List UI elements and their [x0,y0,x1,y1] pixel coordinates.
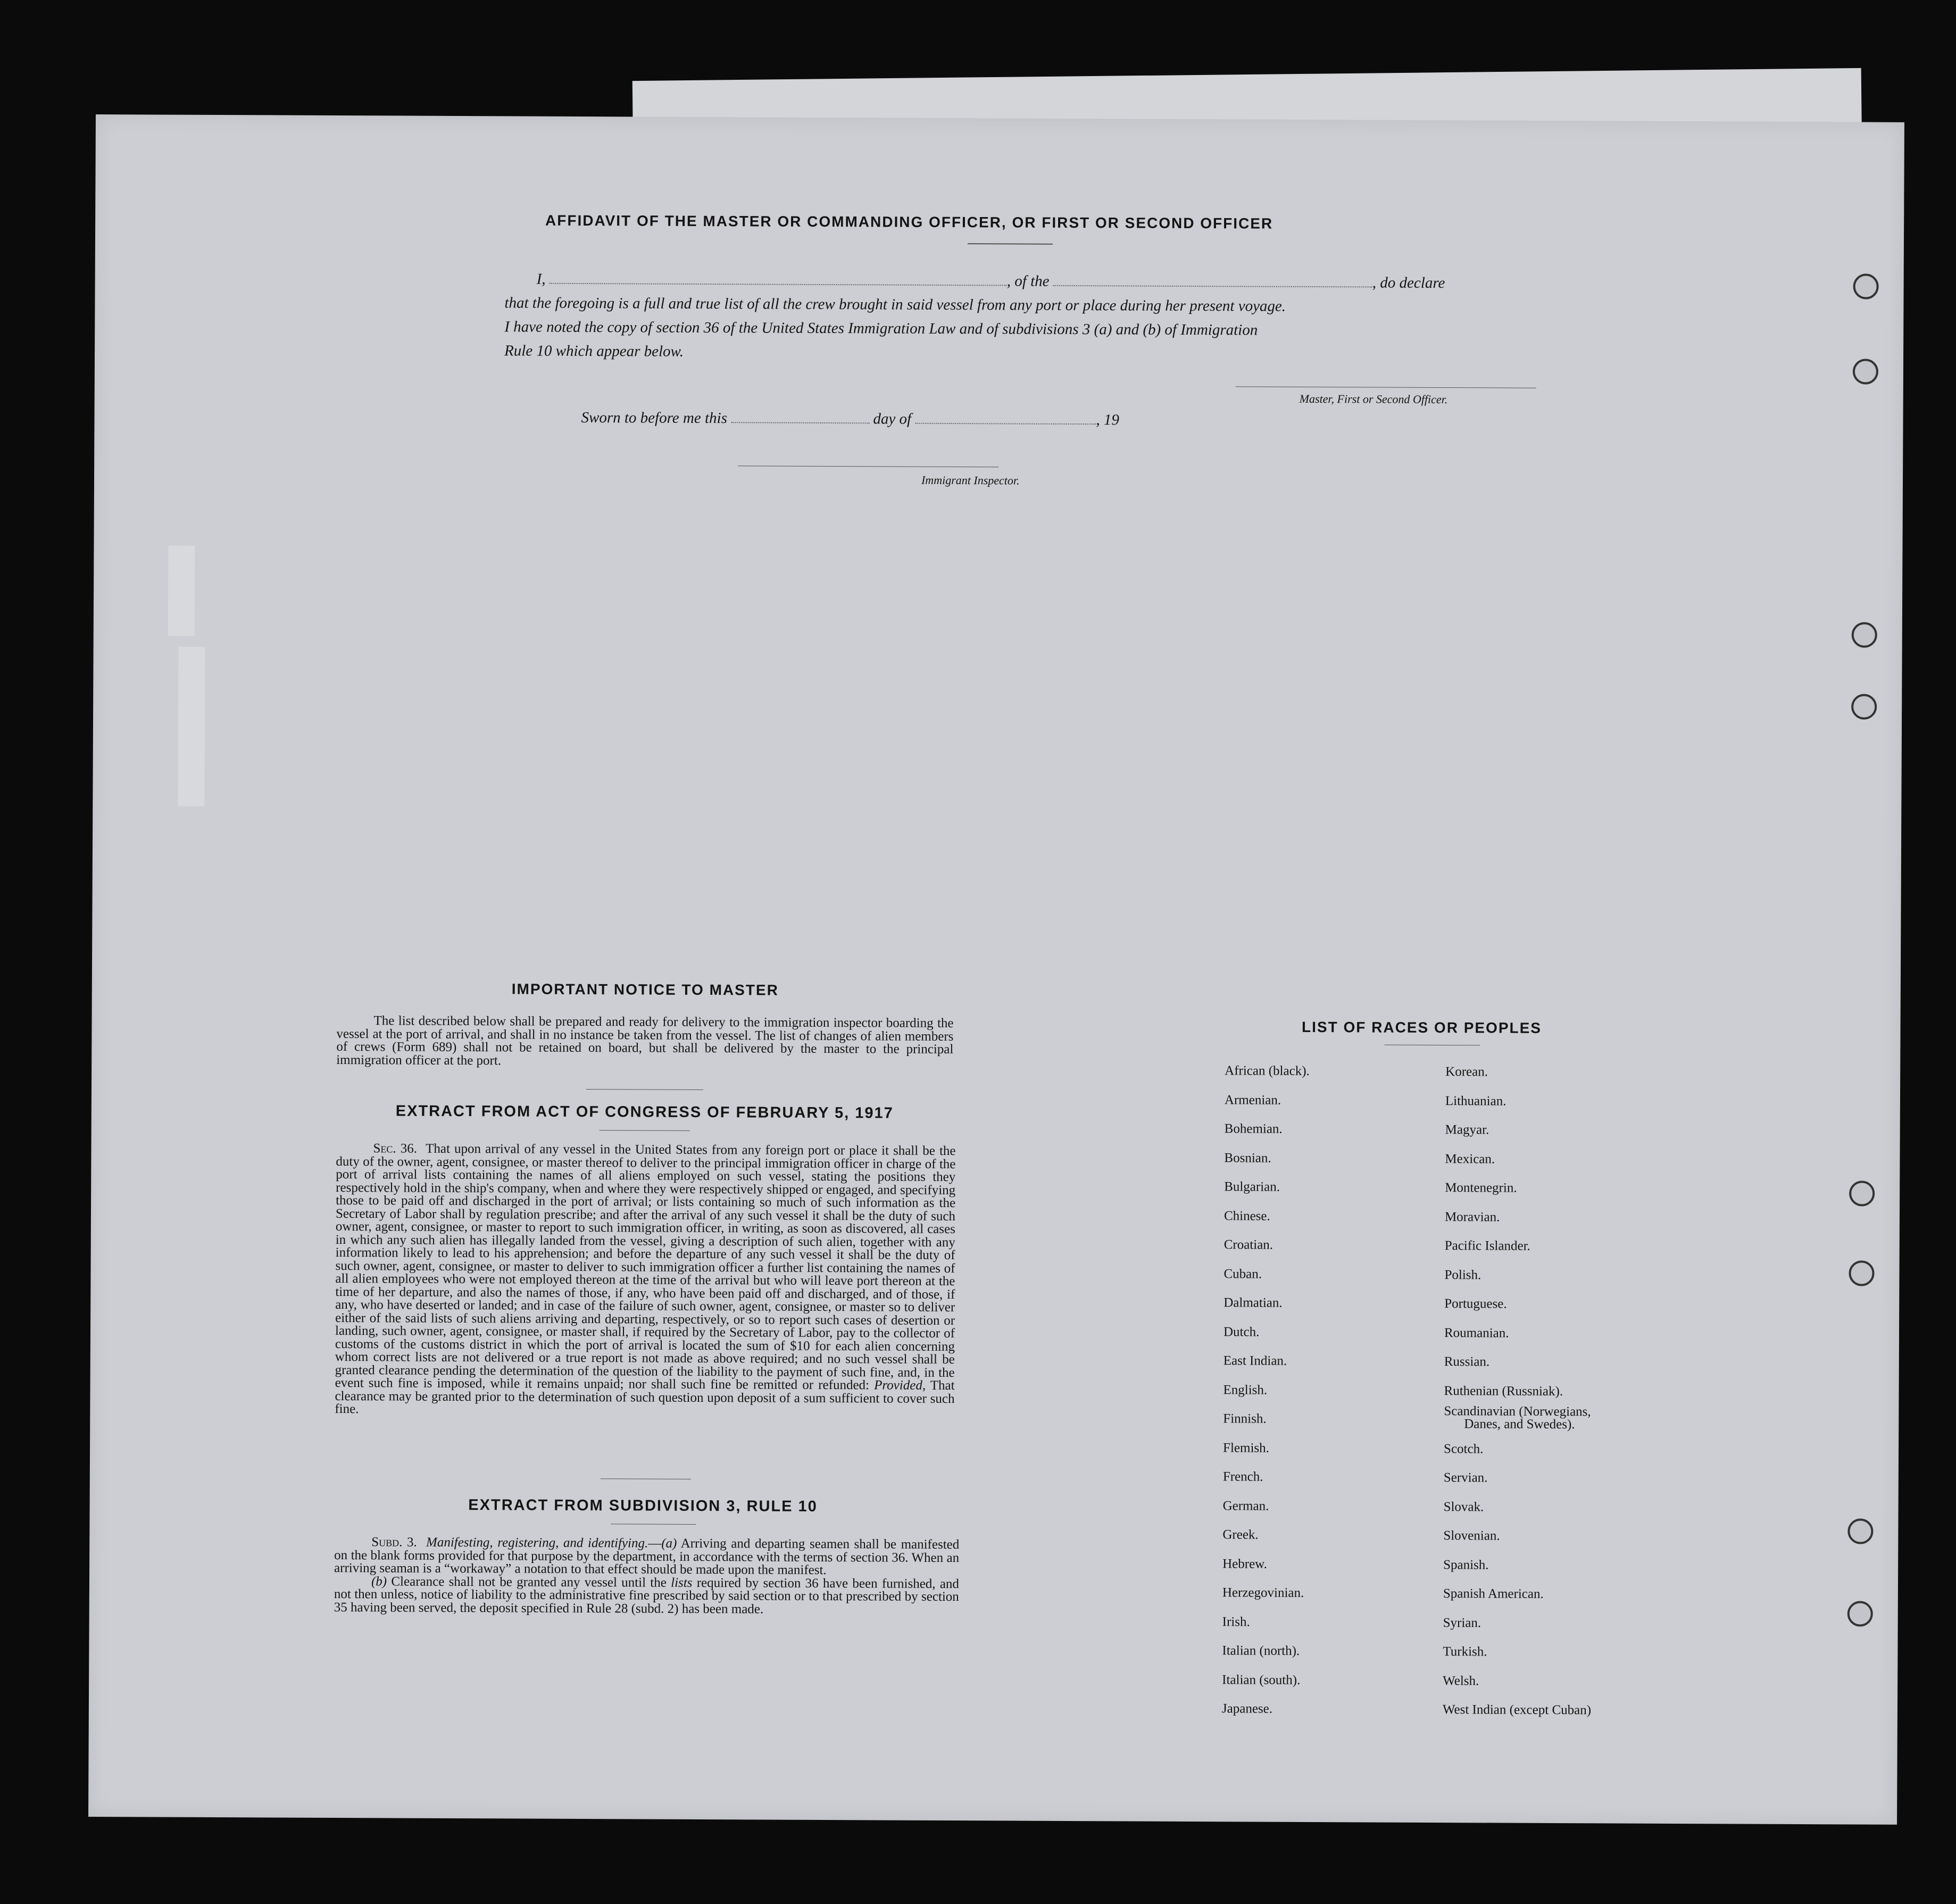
sworn-month-field[interactable] [915,423,1096,425]
race-item: Bulgarian. [1224,1179,1280,1194]
sworn-day-of: day of [873,410,912,428]
act-text [335,1142,955,1419]
races-rule [1384,1045,1480,1046]
declarant-prefix: I, [536,270,546,288]
rule-title: EXTRACT FROM SUBDIVISION 3, RULE 10 [468,1496,818,1515]
binder-hole [1847,1518,1873,1544]
race-item: East Indian. [1223,1353,1287,1368]
signature-line[interactable] [1236,386,1536,388]
race-item: English. [1223,1382,1268,1398]
race-item: Montenegrin. [1445,1180,1517,1195]
sworn-prefix: Sworn to before me this [581,409,728,427]
act-end-rule [601,1478,691,1479]
affidavit-line2: that the foregoing is a full and true list of all the crew brought in said vessel from any port or place during her present voyage. [504,294,1286,315]
race-item: Dutch. [1223,1324,1260,1340]
races-left-column [1222,1063,1310,1731]
race-item: French. [1222,1469,1263,1484]
race-item: Scandinavian (Norwegians, [1444,1404,1591,1419]
race-item: Bohemian. [1224,1121,1283,1136]
race-item: Finnish. [1223,1411,1267,1426]
races-right-column [1443,1065,1594,1732]
race-item: Greek. [1222,1527,1259,1542]
affidavit-line3: I have noted the copy of section 36 of the United States Immigration Law and of subdivisions 3 (a) and (b) of Immigration [504,318,1258,339]
of-the-text: , of the [1006,272,1050,290]
race-item: Polish. [1444,1267,1481,1282]
signature-label: Master, First or Second Officer. [1299,392,1448,406]
race-item: Chinese. [1223,1208,1270,1224]
race-item: Pacific Islander. [1444,1238,1530,1253]
sworn-day-field[interactable] [731,422,869,423]
race-item: German. [1222,1498,1269,1514]
binder-hole [1853,359,1878,384]
race-item: Cuban. [1223,1266,1262,1282]
race-item: Portuguese. [1444,1296,1507,1311]
page-tab [168,546,195,636]
binder-hole [1852,622,1877,647]
act-rule [600,1130,690,1131]
section-36-text: That upon arrival of any vessel in the United States from any foreign port or place it shall be the duty of the owner, agent, consignee, or master thereof to deliver to the principal immigration officer in charge of the port of arrival lists containing the names of all aliens employed on such vessel, stating the positions they respectively hold in the ship's company, when and where they were respectively shipped or engaged, and specifying those to be paid off and discharged in the port of arrival; or lists containing so much of such information as the Secretary of Labor shall by regulation prescribe; and after the arrival of any such vessel it shall be the duty of such owner, agent, consignee, or master to report to such immigration officer, in writing, as soon as discovered, all cases in which any such alien has illegally landed from the vessel, giving a description of such alien, together with any information likely to lead to his apprehension; and before the departure of any such vessel it shall be the duty of such owner, agent, consignee, or master to deliver to such immigration officer a further list containing the names of all alien employees who were not employed thereon at the time of the arrival but who will leave port thereon at the time of her departure, and also the names of those, if any, who have been paid off and discharged, and of those, if any, who have deserted or landed; and in case of the failure of such owner, agent, consignee, or master so to deliver either of the said lists of such aliens arriving and departing, respectively, or so to report such cases of desertion or landing, such owner, agent, consignee, or master shall, if required by the Secretary of Labor, pay to the collector of customs of the customs district in which the port of arrival is located the sum of $10 for each alien concerning whom correct lists are not delivered or a true report is not made as above required; and no such vessel shall be granted clearance pending the determination of the question of the liability to the payment of such fine, and, in the event such fine is imposed, while it remains unpaid; nor shall such fine be remitted or refunded: [335,1141,956,1393]
notice-title: IMPORTANT NOTICE TO MASTER [511,980,779,999]
subd-label: Subd. 3. [371,1535,417,1550]
race-item: Spanish. [1443,1557,1489,1572]
sworn-year: , 19 [1096,411,1119,429]
notice-text [336,1015,953,1069]
binder-hole [1853,273,1879,299]
race-item: Slovenian. [1443,1528,1500,1543]
race-item: Irish. [1222,1614,1250,1629]
race-item: Moravian. [1444,1209,1500,1225]
race-item: Syrian. [1443,1615,1481,1630]
affidavit-title: AFFIDAVIT OF THE MASTER OR COMMANDING OFFICER, OR FIRST OR SECOND OFFICER [545,212,1274,232]
race-item: Spanish American. [1443,1586,1544,1601]
subd-b-label: (b) [371,1574,387,1589]
rule-text: Subd. 3. Manifesting, registering, and identifying.—(a) Arriving and departing seamen shall be manifested on the blank forms provided for that purpose by the department, in accordance with the terms of section 36. When an arriving seaman is a “workaway” a notation to that effect should be made upon the manifest. (b) Clearance shall not be granted any vessel until the lists required by section 36 have been furnished, and not then unless, notice of liability to the administrative fine prescribed by said section or to that prescribed by section 35 having been served, the deposit specified in Rule 28 (subd. 2) has been made. [334,1535,960,1617]
race-item: Bosnian. [1224,1150,1271,1166]
binder-hole [1847,1601,1873,1626]
race-item: Roumanian. [1444,1325,1509,1341]
notice-rule [586,1089,703,1090]
binder-hole [1849,1260,1874,1286]
race-item: Scotch. [1444,1441,1484,1456]
race-item: Japanese. [1221,1701,1273,1716]
sworn-line [581,409,1119,429]
race-item: Magyar. [1445,1123,1489,1137]
page-tab [178,647,205,807]
binder-hole [1849,1180,1875,1206]
subd-a-text: Arriving and departing seamen shall be manifested on the blank forms provided for that purpose by the department, in accordance with the terms of section 36. When an arriving seaman is a “workaway” a notation to that effect should be made upon the manifest. [334,1536,960,1578]
binder-hole [1851,694,1877,719]
race-item: Turkish. [1443,1644,1487,1659]
race-item: Dalmatian. [1223,1295,1283,1310]
subd-b-text-2: required by section 36 have been furnished, and not then unless, notice of liability to the administrative fine prescribed by said section or to that prescribed by section 35 having been served, the deposit specified in Rule 28 (subd. 2) has been made. [334,1575,960,1617]
race-item-scandinavian [1444,1405,1592,1435]
race-item: Flemish. [1223,1440,1269,1456]
subd-b-lists: lists [671,1575,693,1590]
race-item: Ruthenian (Russniak). [1444,1383,1563,1399]
race-item: Armenian. [1224,1092,1281,1108]
document-page [88,114,1904,1825]
race-item: Korean. [1445,1065,1488,1079]
inspector-line[interactable] [738,465,998,467]
race-item: Welsh. [1443,1673,1479,1688]
inspector-label: Immigrant Inspector. [921,473,1020,487]
race-item: Russian. [1444,1354,1490,1369]
subd-b-text-1: Clearance shall not be granted any vessel until the [391,1574,667,1590]
subd-title: Manifesting, registering, and identifying. [426,1535,648,1551]
notice-paragraph: The list described below shall be prepared and ready for delivery to the immigration inspector boarding the vessel at the port of arrival, and shall in no instance be taken from the vessel. The list of changes of alien members of crews (Form 689) shall not be retained on board, but shall be delivered by the master to the principal immigration officer at the port. [336,1013,954,1068]
title-rule [968,243,1053,245]
rule-title-rule [611,1524,696,1525]
provided-label: Provided, [874,1378,926,1393]
affidavit-line4: Rule 10 which appear below. [504,342,684,360]
race-item: African (black). [1225,1063,1310,1078]
race-item: Italian (south). [1222,1672,1301,1687]
race-item: Lithuanian. [1445,1093,1506,1109]
race-item: Slovak. [1443,1499,1484,1514]
vessel-name-field[interactable] [1053,285,1372,288]
section-label: Sec. 36. [373,1141,418,1156]
act-title: EXTRACT FROM ACT OF CONGRESS OF FEBRUARY 5, 1917 [395,1102,894,1122]
subd-a-label: (a) [661,1536,677,1551]
affidavit-line1 [537,271,1445,292]
declarant-name-field[interactable] [550,283,1007,286]
race-item: Hebrew. [1222,1556,1267,1572]
race-item-continuation: Danes, and Swedes). [1464,1417,1575,1432]
race-item: Croatian. [1223,1237,1274,1252]
race-item: Mexican. [1445,1151,1495,1166]
do-declare-text: , do declare [1372,274,1445,292]
race-item: Herzegovinian. [1222,1585,1304,1600]
race-item: Servian. [1443,1470,1488,1485]
race-item: West Indian (except Cuban) [1442,1702,1592,1718]
race-item: Italian (north). [1222,1643,1300,1658]
section-36-end: That clearance may be granted prior to the determination of such question upon deposit of a sum sufficient to cover such fine. [335,1378,955,1417]
races-title: LIST OF RACES OR PEOPLES [1302,1018,1542,1036]
